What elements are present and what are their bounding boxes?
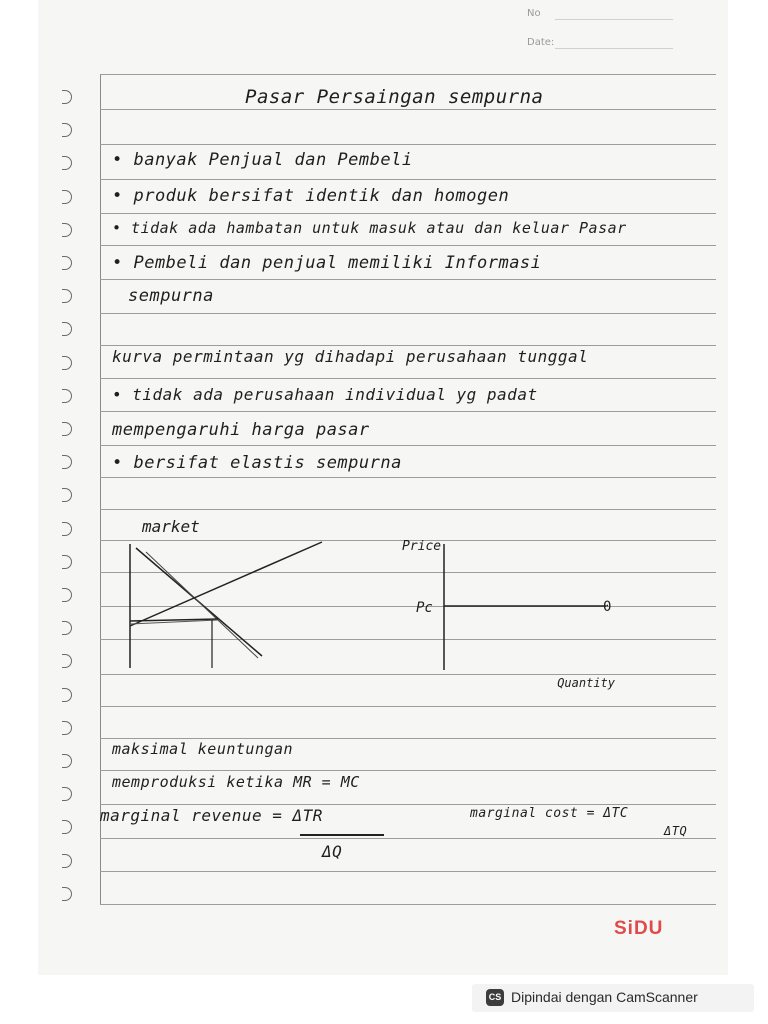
ruled-line xyxy=(100,345,716,346)
ruled-line xyxy=(100,378,716,379)
mr-fraction-bar xyxy=(300,834,384,836)
no-line xyxy=(555,19,673,20)
ruled-line xyxy=(100,706,716,707)
ruled-line xyxy=(100,313,716,314)
margin-line xyxy=(100,74,101,904)
ruled-line xyxy=(100,804,716,805)
note-line: • Pembeli dan penjual memiliki Informasi xyxy=(112,253,542,273)
camscanner-text: Dipindai dengan CamScanner xyxy=(511,989,698,1005)
demand-curve-shadow xyxy=(146,552,258,658)
pc-label: Pc xyxy=(416,600,433,616)
ruled-line xyxy=(100,74,716,75)
note-line: • banyak Penjual dan Pembeli xyxy=(112,150,413,170)
mc-denominator: ΔTQ xyxy=(664,824,688,838)
note-line: sempurna xyxy=(128,286,214,306)
sidu-logo: SiDU xyxy=(614,918,664,939)
note-line: maksimal keuntungan xyxy=(112,740,294,758)
date-line xyxy=(555,48,673,49)
ruled-line xyxy=(100,245,716,246)
ruled-line xyxy=(100,213,716,214)
ruled-line xyxy=(100,871,716,872)
market-graph xyxy=(100,520,640,690)
ruled-line xyxy=(100,411,716,412)
ruled-line xyxy=(100,279,716,280)
date-label: Date: xyxy=(527,37,555,48)
note-line: • tidak ada hambatan untuk masuk atau dan keluar Pasar xyxy=(112,219,627,237)
ruled-line xyxy=(100,738,716,739)
ruled-line xyxy=(100,144,716,145)
price-axis-label: Price xyxy=(402,539,442,554)
note-line: • bersifat elastis sempurna xyxy=(112,453,402,473)
note-line: kurva permintaan yg dihadapi perusahaan tunggal xyxy=(112,347,589,366)
supply-curve xyxy=(130,542,322,626)
ruled-line xyxy=(100,445,716,446)
camscanner-icon: CS xyxy=(486,989,504,1006)
note-line: • tidak ada perusahaan individual yg padat xyxy=(112,385,538,404)
page-title: Pasar Persaingan sempurna xyxy=(245,86,544,108)
note-line: • produk bersifat identik dan homogen xyxy=(112,186,510,206)
graph-market-label: market xyxy=(142,520,200,536)
note-line: mempengaruhi harga pasar xyxy=(112,420,370,440)
point-label: 0 xyxy=(603,599,612,615)
ruled-line xyxy=(100,109,716,110)
notebook-page xyxy=(38,0,728,975)
marginal-cost-formula: marginal cost = ΔTC xyxy=(470,806,629,821)
ruled-line xyxy=(100,477,716,478)
ruled-line xyxy=(100,179,716,180)
note-line: memproduksi ketika MR = MC xyxy=(112,773,360,791)
ruled-line xyxy=(100,509,716,510)
no-label: No xyxy=(527,8,541,19)
ruled-line xyxy=(100,904,716,905)
marginal-revenue-formula: marginal revenue = ΔTR xyxy=(100,806,323,825)
ruled-line xyxy=(100,770,716,771)
mr-denominator: ΔQ xyxy=(322,842,343,861)
ruled-line xyxy=(100,838,716,839)
quantity-axis-label: Quantity xyxy=(557,676,615,690)
